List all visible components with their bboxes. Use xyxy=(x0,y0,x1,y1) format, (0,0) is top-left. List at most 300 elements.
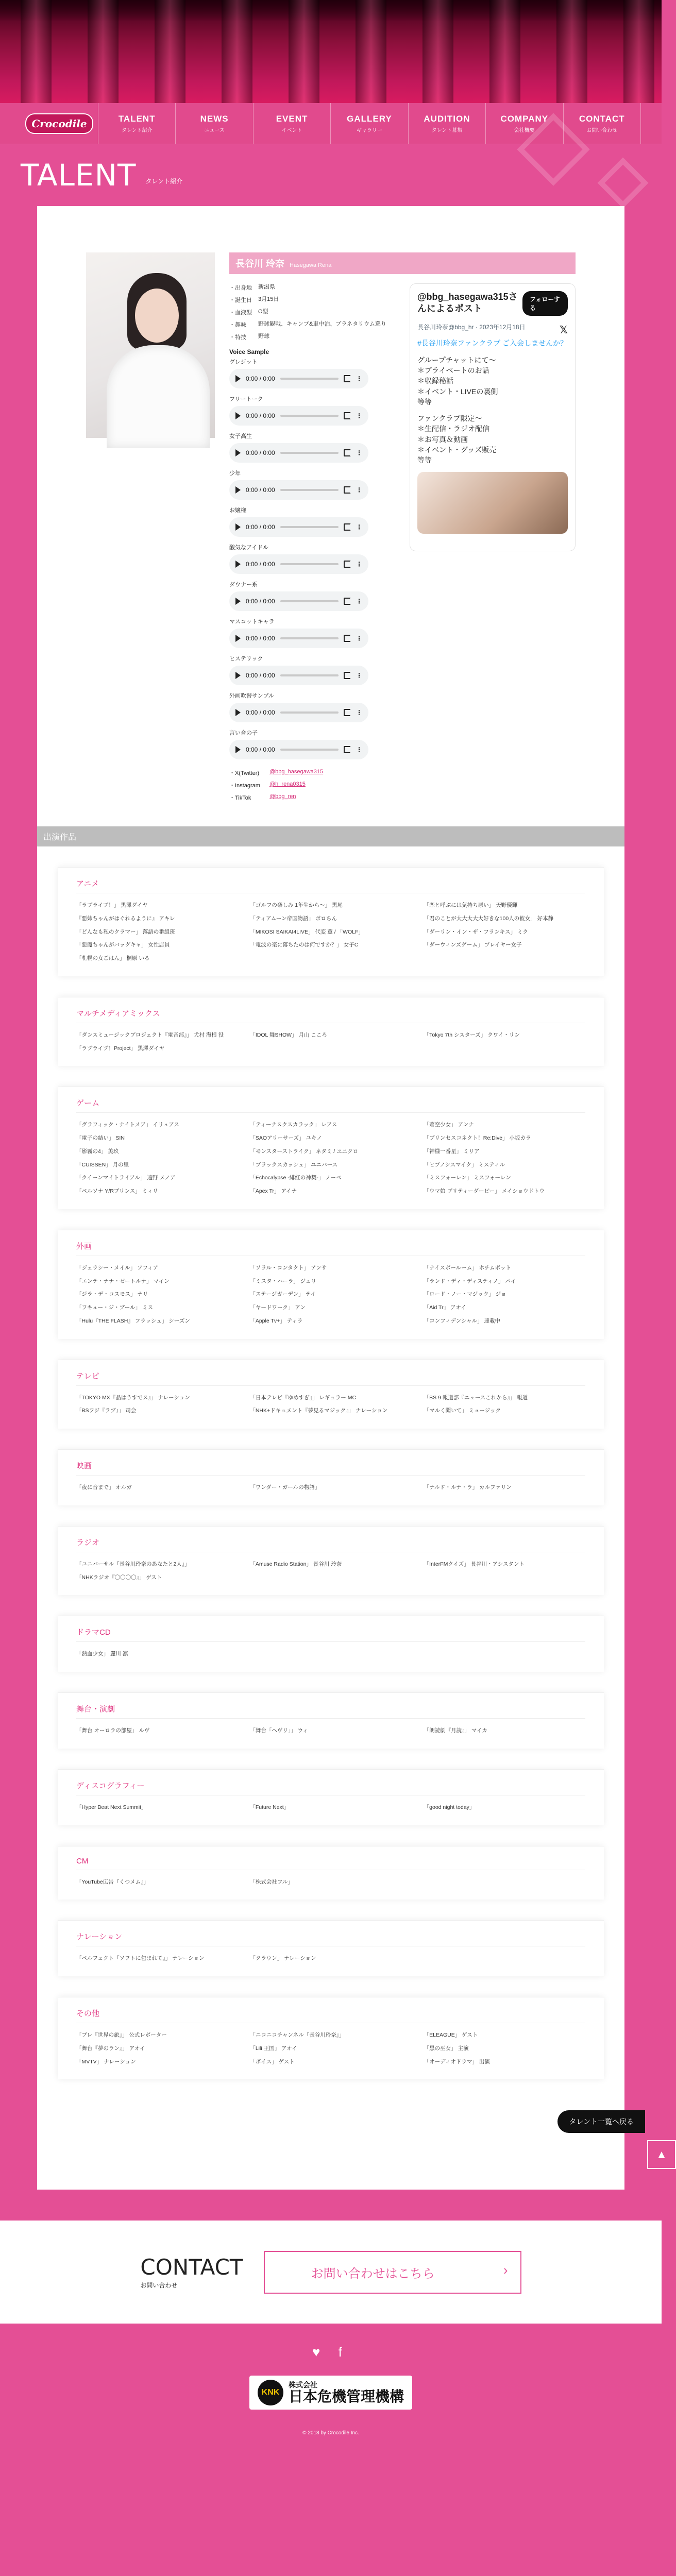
work-item: 「ロード・ノー・マジック」 ジョ xyxy=(424,1291,506,1298)
audio-player[interactable] xyxy=(229,480,368,500)
sns-link[interactable]: @h_rena0315 xyxy=(269,781,306,787)
work-item: 「舞台「ヘヴリ」」 ウィ xyxy=(250,1727,308,1734)
nav-item-talent[interactable] xyxy=(98,103,175,144)
progress-bar[interactable] xyxy=(280,415,339,417)
work-item: 「黒の巫女」 主演 xyxy=(424,2045,469,2052)
talent-name-bar xyxy=(229,252,576,274)
works-category-title: アニメ xyxy=(76,878,585,893)
works-category xyxy=(37,1087,624,1209)
work-item: 「Amuse Radio Station」 長谷川 玲奈 xyxy=(250,1561,342,1567)
sns-name: ・ Instagram xyxy=(229,781,269,789)
progress-bar[interactable] xyxy=(280,600,339,602)
voice-label: マスコットキャラ xyxy=(229,619,275,625)
work-item: 「ブリンセスコネクト！Re:Dive」 小坂カラ xyxy=(424,1135,531,1141)
work-item: 「MVTV」 ナレーション xyxy=(76,2058,136,2065)
play-icon[interactable] xyxy=(235,375,241,382)
work-item: 「Apex Tr」 アイナ xyxy=(250,1188,297,1194)
work-item: 「蒼空少女」 アンナ xyxy=(424,1122,474,1128)
work-item: 「ワンダー・ガールの物語」 xyxy=(250,1484,320,1490)
work-item: 「ラブライブ！Project」 黒澤ダイヤ xyxy=(76,1045,165,1052)
work-item: 「マルく聞いて」 ミュージック xyxy=(424,1408,501,1414)
nav-sublabel: ニュース xyxy=(204,127,225,133)
progress-bar[interactable] xyxy=(280,452,339,454)
work-item: 「Apple Tv+」 ティラ xyxy=(250,1317,303,1324)
more-icon[interactable]: ⋮ xyxy=(356,598,362,605)
works-category xyxy=(37,1360,624,1429)
work-item: 「SAOアリーサーズ」 ユキノ xyxy=(250,1135,322,1141)
voice-sample xyxy=(229,432,394,463)
work-item: 「Future Next」 xyxy=(250,1804,290,1810)
audio-player[interactable] xyxy=(229,406,368,426)
nav-label: AUDITION xyxy=(424,113,470,124)
detail-value: 新潟県 xyxy=(258,284,275,290)
tweet-text-2: グループチャットにて〜 ＊プライベートのお話 ＊収録秘話 ＊イベント・LIVEの裏側 等等 xyxy=(417,355,498,406)
work-item: 「CUISSEN」 月の里 xyxy=(76,1161,129,1168)
work-item: 『悪姉ちゃんがはぐれるように』 アキレ xyxy=(76,915,175,922)
company-banner[interactable]: KNK 株式会社 日本危機管理機構 xyxy=(249,2376,412,2410)
voice-label: フリートーク xyxy=(229,396,263,402)
work-item: 「ナルド・ルナ・ラ」 カルファリン xyxy=(424,1484,512,1490)
detail-key: ・ 誕生日 xyxy=(229,296,258,304)
play-icon[interactable] xyxy=(235,598,241,605)
work-item: 「InterFMクイズ」 長谷川・アシスタント xyxy=(424,1561,525,1567)
works-category-title: マルチメディアミックス xyxy=(76,1008,585,1023)
footer xyxy=(0,2324,662,2451)
work-item: 「夜に音まで」 オルガ xyxy=(76,1484,132,1490)
works-grid xyxy=(76,2031,585,2066)
progress-bar[interactable] xyxy=(280,674,339,676)
audio-player[interactable] xyxy=(229,666,368,685)
play-icon[interactable] xyxy=(235,746,241,753)
volume-icon[interactable] xyxy=(344,746,351,753)
voice-sample xyxy=(229,395,394,426)
works-grid xyxy=(76,1031,585,1053)
nav-label: EVENT xyxy=(276,113,308,124)
progress-bar[interactable] xyxy=(280,489,339,491)
work-item: 「ヤードワーク」 アン xyxy=(250,1304,306,1311)
work-item: 「ステージガーデン」 テイ xyxy=(250,1291,316,1298)
audio-player[interactable] xyxy=(229,629,368,648)
work-item: 「ヒプノシスマイク」 ミスティル xyxy=(424,1161,505,1168)
works-grid xyxy=(76,1484,585,1492)
work-item: 「舞台『夢のラン』」 アオイ xyxy=(76,2045,145,2052)
player-time: 0:00 / 0:00 xyxy=(246,486,275,494)
sns-name: ・ X(Twitter) xyxy=(229,769,269,777)
work-item: 「ペルフェクト『ソフトに包まれて』」 ナレーション xyxy=(76,1955,205,1962)
works-grid xyxy=(76,1121,585,1196)
voice-sample xyxy=(229,580,394,611)
works-card xyxy=(58,1087,604,1209)
work-item: 「電波の楽に落ちたのは何ですか？」 女子C xyxy=(250,942,359,948)
talent-roman: Hasegawa Rena xyxy=(290,262,332,268)
work-item: 「ラブライブ！」 黒澤ダイヤ xyxy=(76,902,148,908)
more-icon[interactable]: ⋮ xyxy=(356,672,362,679)
work-item: 「YouTube広告『くつメム』」 xyxy=(76,1878,149,1885)
player-time: 0:00 / 0:00 xyxy=(246,598,275,605)
work-item: 「君のことが大大大大大好きな100人の彼女」 好本静 xyxy=(424,915,554,922)
works-card xyxy=(58,1360,604,1429)
page-top-button[interactable]: ▲ xyxy=(647,2140,676,2169)
voice-sample xyxy=(229,617,394,648)
work-item: 「株式会社フル」 xyxy=(250,1878,293,1885)
work-item: 「札幌の女ごはん」 桐原 いる xyxy=(76,955,150,961)
more-icon[interactable]: ⋮ xyxy=(356,523,362,531)
play-icon[interactable] xyxy=(235,412,241,419)
work-item: 「ブレ『世界の旅』」 公式レポーター xyxy=(76,2032,167,2038)
player-time: 0:00 / 0:00 xyxy=(246,672,275,679)
talent-photo xyxy=(86,252,215,438)
works-grid xyxy=(76,1804,585,1812)
more-icon[interactable]: ⋮ xyxy=(356,635,362,642)
works-category-title: ドラマCD xyxy=(76,1626,585,1642)
work-item: 「TOKYO MX『品はうすでス』」 ナレーション xyxy=(76,1394,190,1401)
detail-value: 3月15日 xyxy=(258,296,279,302)
detail-row xyxy=(229,320,394,329)
work-item: 「good night today」 xyxy=(424,1804,475,1810)
works-card xyxy=(58,1997,604,2079)
works-category-title: その他 xyxy=(76,2008,585,2023)
page-header xyxy=(0,144,662,206)
profile-details xyxy=(229,283,394,341)
player-time: 0:00 / 0:00 xyxy=(246,709,275,716)
work-item: 「エンテ・ナナ・ゼートルナ」 マイン xyxy=(76,1278,170,1284)
work-item: 「Aid Tr」 アオイ xyxy=(424,1304,466,1311)
work-item: 「BS 9 報道部『ニュースこれから』」 報道 xyxy=(424,1394,528,1401)
nav-label: COMPANY xyxy=(500,113,549,124)
audio-player[interactable] xyxy=(229,740,368,759)
nav-item-news[interactable] xyxy=(175,103,252,144)
work-item: 「ニコニコチャンネル『長谷川玲奈』」 xyxy=(250,2032,345,2038)
sns-link[interactable]: @bbg_ren xyxy=(269,793,296,800)
sns-row xyxy=(229,793,394,802)
curtain-banner xyxy=(0,0,662,103)
work-item: 「ELEAGUE」 ゲスト xyxy=(424,2032,478,2038)
voice-sample xyxy=(229,506,394,537)
works-heading: 出演作品 xyxy=(37,826,624,846)
nav-label: GALLERY xyxy=(347,113,392,124)
volume-icon[interactable] xyxy=(344,375,351,382)
works-category xyxy=(37,1769,624,1825)
detail-row xyxy=(229,333,394,341)
more-icon[interactable]: ⋮ xyxy=(356,486,362,494)
work-item: 「ウマ娘 プリティーダービー」 メイショウドトウ xyxy=(424,1188,545,1194)
work-item: 「ユニバーサル『長谷川玲奈のあなたと2人』」 xyxy=(76,1561,190,1567)
work-item: 「ミスフォーレン」 ミスフォーレン xyxy=(424,1175,511,1181)
works-category-title: ディスコグラフィー xyxy=(76,1780,585,1795)
x-logo-icon: 𝕏 xyxy=(559,325,568,336)
progress-bar[interactable] xyxy=(280,637,339,639)
sns-row xyxy=(229,781,394,789)
nav-item-event[interactable] xyxy=(253,103,330,144)
detail-key: ・ 特技 xyxy=(229,333,258,341)
play-icon[interactable] xyxy=(235,486,241,494)
works-category-title: 映画 xyxy=(76,1460,585,1476)
works-card xyxy=(58,1920,604,1976)
work-item: 「モンスターストライク」 ネタミ / ユニクロ xyxy=(250,1148,359,1155)
volume-icon[interactable] xyxy=(344,486,351,494)
detail-value: O型 xyxy=(258,309,268,315)
volume-icon[interactable] xyxy=(344,598,351,605)
more-icon[interactable]: ⋮ xyxy=(356,449,362,456)
detail-key: ・ 出身地 xyxy=(229,283,258,292)
work-item: 「ソラル・コンタクト」 アンサ xyxy=(250,1264,327,1271)
audio-player[interactable] xyxy=(229,517,368,537)
works-card xyxy=(58,1692,604,1749)
voice-label: 言い合の子 xyxy=(229,730,258,736)
play-icon[interactable] xyxy=(235,672,241,679)
voice-sample xyxy=(229,543,394,574)
work-item: 「ティアムーン帝国物語」 ボロちん xyxy=(250,915,337,922)
detail-value: 野球 xyxy=(258,333,269,340)
tweet-meta: 長谷川玲奈@bbg_hr · 2023年12月18日 xyxy=(417,324,526,331)
volume-icon[interactable] xyxy=(344,709,351,716)
detail-row xyxy=(229,283,394,292)
play-icon[interactable] xyxy=(235,561,241,568)
work-item: 「悪魔ちゃんがバッグキャ」 女性店員 xyxy=(76,942,170,948)
arrow-right-icon: › xyxy=(503,2262,508,2278)
works-category-title: ゲーム xyxy=(76,1097,585,1113)
works-card xyxy=(58,1230,604,1339)
copyright: © 2018 by Crocodile Inc. xyxy=(302,2430,359,2436)
work-item: 「クイーンマイトライアル」 遠野 メノア xyxy=(76,1175,176,1181)
more-icon[interactable]: ⋮ xyxy=(356,709,362,716)
works-category xyxy=(37,1526,624,1596)
works-card xyxy=(58,997,604,1066)
works-category xyxy=(37,1997,624,2079)
page-subtitle: タレント紹介 xyxy=(145,177,183,185)
work-item: 「ランド・ディ・ディスティノ」 パイ xyxy=(424,1278,516,1284)
work-item: 「ペルソナ Y/Rプリンス」 ミィリ xyxy=(76,1188,158,1194)
nav-sublabel: ギャラリー xyxy=(356,127,382,133)
works-category xyxy=(37,1692,624,1749)
works-category xyxy=(37,1846,624,1900)
work-item: 「ティーナスクスカラック」 レアス xyxy=(250,1122,337,1128)
work-item: 「ミスタ・ハーラ」 ジュリ xyxy=(250,1278,317,1284)
work-item: 「NHK+ドキュメント『夢見るマジック』」 ナレーション xyxy=(250,1408,388,1414)
detail-key: ・ 血液型 xyxy=(229,308,258,316)
volume-icon[interactable] xyxy=(344,672,351,679)
work-item: 「ジェラシー・メイル」 ソフィア xyxy=(76,1264,159,1271)
audio-player[interactable] xyxy=(229,369,368,388)
audio-player[interactable] xyxy=(229,703,368,722)
player-time: 0:00 / 0:00 xyxy=(246,375,275,382)
volume-icon[interactable] xyxy=(344,635,351,642)
work-item: 「MIKOSI SAIKAI4LIVE」 代変 薫 / 「WOLF」 xyxy=(250,928,364,935)
detail-row xyxy=(229,308,394,316)
voice-sample-list xyxy=(229,358,394,759)
nav-sublabel: タレント紹介 xyxy=(121,127,153,133)
contact-button[interactable]: お問い合わせはこちら › xyxy=(264,2251,521,2294)
work-item: 「ダーウィンズゲーム」 プレイヤー女子 xyxy=(424,942,522,948)
works-card xyxy=(58,1526,604,1596)
work-item: 「フキュー・ジ・ブール」 ミス xyxy=(76,1304,153,1311)
works-grid xyxy=(76,1561,585,1582)
detail-row xyxy=(229,296,394,304)
works-grid xyxy=(76,1650,585,1658)
detail-key: ・ 趣味 xyxy=(229,320,258,329)
follow-button[interactable]: フォローする xyxy=(522,291,568,316)
works-grid xyxy=(76,1264,585,1326)
work-item: 「クラウン」 ナレーション xyxy=(250,1955,316,1962)
tweet-title: @bbg_hasegawa315さんによるポスト xyxy=(417,292,518,314)
voice-sample xyxy=(229,691,394,722)
play-icon[interactable] xyxy=(235,449,241,456)
voice-label: グレジット xyxy=(229,359,258,365)
works-card xyxy=(58,867,604,976)
works-category xyxy=(37,997,624,1066)
progress-bar[interactable] xyxy=(280,563,339,565)
voice-label: 少年 xyxy=(229,470,241,477)
work-item: 「ナイスボールーム」 ホチムボット xyxy=(424,1264,511,1271)
work-item: 「影霧の4」 美玖 xyxy=(76,1148,119,1155)
player-time: 0:00 / 0:00 xyxy=(246,412,275,419)
voice-sample-title: Voice Sample xyxy=(229,348,269,355)
voice-label: お嬢様 xyxy=(229,507,246,514)
work-item: 「グラフィック・ナイトメア」 イリュアス xyxy=(76,1122,180,1128)
back-to-list-button[interactable]: タレント一覧へ戻る xyxy=(557,2110,645,2133)
work-item: 「ブラックスカッシュ」 ユニバース xyxy=(250,1161,338,1168)
nav-sublabel: 会社概要 xyxy=(514,127,535,133)
works-card xyxy=(58,1449,604,1505)
volume-icon[interactable] xyxy=(344,523,351,531)
work-item: 「オーディオドラマ」 出演 xyxy=(424,2058,490,2065)
work-item: 「NHKラジオ『〇〇〇〇』」 ゲスト xyxy=(76,1574,162,1581)
nav-sublabel: お問い合わせ xyxy=(586,127,618,133)
work-item: 「神様一番星」 ミリア xyxy=(424,1148,480,1155)
works-list xyxy=(76,867,576,2079)
company-mark-icon: KNK xyxy=(258,2380,283,2405)
work-item: 「ジラ・デ・コスモス」 ナリ xyxy=(76,1291,148,1298)
progress-bar[interactable] xyxy=(280,749,339,751)
contact-section xyxy=(0,2221,662,2324)
work-item: 「ダーリン・イン・ザ・フランキス」 ミク xyxy=(424,928,528,935)
more-icon[interactable]: ⋮ xyxy=(356,746,362,753)
tweet-text-3: ファンクラブ限定〜 ＊生配信・ラジオ配信 ＊お写真＆動画 ＊イベント・グッズ販売 等等 xyxy=(417,414,497,465)
works-category-title: ナレーション xyxy=(76,1931,585,1946)
talent-name: 長谷川 玲奈 xyxy=(235,259,285,269)
player-time: 0:00 / 0:00 xyxy=(246,635,275,642)
voice-label: ヒステリック xyxy=(229,656,263,662)
audio-player[interactable] xyxy=(229,591,368,611)
sns-list xyxy=(229,769,394,802)
works-grid xyxy=(76,1394,585,1416)
work-item: 「Hulu『THE FLASH』 フラッシュ」 シーズン xyxy=(76,1317,190,1324)
works-category xyxy=(37,867,624,976)
works-category-title: テレビ xyxy=(76,1370,585,1386)
work-item: 「ダンスミュージックプロジェクト『電音部』」 犬村 海根 役 xyxy=(76,1031,224,1038)
nav-item-audition[interactable] xyxy=(408,103,485,144)
works-category-title: 外画 xyxy=(76,1241,585,1256)
work-item: 「IDOL 舞SHOW」 月山 こころ xyxy=(250,1031,327,1038)
play-icon[interactable] xyxy=(235,635,241,642)
works-grid xyxy=(76,1955,585,1963)
voice-label: 外画吹替サンプル xyxy=(229,693,275,699)
voice-label: ダウナー系 xyxy=(229,582,258,588)
sns-link[interactable]: @bbg_hasegawa315 xyxy=(269,769,324,775)
progress-bar[interactable] xyxy=(280,526,339,528)
play-icon[interactable] xyxy=(235,709,241,716)
work-item: 「Hyper Beat Next Summit」 xyxy=(76,1804,147,1810)
work-item: 「ゴルフの楽しみ 1年生から〜」 黒尾 xyxy=(250,902,343,908)
works-category xyxy=(37,1230,624,1339)
works-category xyxy=(37,1920,624,1976)
nav-label: TALENT xyxy=(118,113,156,124)
tweet-text-1: #長谷川玲奈ファンクラブ ご入会しませんか？ xyxy=(417,339,568,348)
works-category xyxy=(37,1449,624,1505)
voice-sample xyxy=(229,728,394,759)
more-icon[interactable]: ⋮ xyxy=(356,561,362,568)
work-item: 「ボイス」 ゲスト xyxy=(250,2058,295,2065)
voice-label: 酸気なアイドル xyxy=(229,545,269,551)
voice-sample xyxy=(229,469,394,500)
progress-bar[interactable] xyxy=(280,378,339,380)
sns-row xyxy=(229,769,394,777)
nav-item-gallery[interactable] xyxy=(330,103,408,144)
work-item: 「コンフィデンシャル」 連載中 xyxy=(424,1317,501,1324)
work-item: 「舞台 オーロラの部屋」 ルヴ xyxy=(76,1727,150,1734)
audio-player[interactable] xyxy=(229,554,368,574)
work-item: 「Lili 王国」 アオイ xyxy=(250,2045,297,2052)
work-item: 「日本テレビ『ゆめすぎ』」 レギュラー MC xyxy=(250,1394,357,1401)
work-item: 「恋と呼ぶには気持ち悪い」 天野優輝 xyxy=(424,902,518,908)
sns-name: ・ TikTok xyxy=(229,793,269,802)
volume-icon[interactable] xyxy=(344,561,351,568)
player-time: 0:00 / 0:00 xyxy=(246,449,275,456)
nav-label: NEWS xyxy=(200,113,229,124)
work-item: 「電子の結い」 SIN xyxy=(76,1135,125,1141)
more-icon[interactable]: ⋮ xyxy=(356,375,362,382)
social-icons[interactable]: ♥ f xyxy=(312,2344,349,2360)
nav-label: CONTACT xyxy=(579,113,625,124)
audio-player[interactable] xyxy=(229,443,368,463)
embedded-tweet xyxy=(410,283,576,551)
progress-bar[interactable] xyxy=(280,711,339,714)
work-item: 「BSフジ『ラブ』」 司会 xyxy=(76,1408,137,1414)
voice-label: 女子高生 xyxy=(229,433,252,439)
nav-sublabel: タレント募集 xyxy=(431,127,463,133)
volume-icon[interactable] xyxy=(344,449,351,456)
work-item: 「Echocalypse -緋紅の神契-」 ノーベ xyxy=(250,1175,342,1181)
tweet-image[interactable] xyxy=(417,472,568,534)
page-title: TALENT xyxy=(21,158,137,193)
volume-icon[interactable] xyxy=(344,412,351,419)
work-item: 「どんなも私のクラマー」 落語の番組班 xyxy=(76,928,175,935)
player-time: 0:00 / 0:00 xyxy=(246,561,275,568)
works-category-title: 舞台・演劇 xyxy=(76,1703,585,1719)
play-icon[interactable] xyxy=(235,523,241,531)
voice-sample xyxy=(229,358,394,388)
works-card xyxy=(58,1769,604,1825)
work-item: 「熱血少女」 麗川 凛 xyxy=(76,1651,128,1657)
works-card xyxy=(58,1846,604,1900)
works-grid xyxy=(76,1878,585,1887)
work-item: 「Tokyo 7th シスターズ」 クワイ・リン xyxy=(424,1031,520,1038)
player-time: 0:00 / 0:00 xyxy=(246,523,275,531)
talent-detail xyxy=(37,206,667,2190)
works-category-title: CM xyxy=(76,1857,585,1870)
nav-sublabel: イベント xyxy=(281,127,302,133)
site-logo[interactable]: Crocodile xyxy=(21,103,98,144)
more-icon[interactable]: ⋮ xyxy=(356,412,362,419)
works-card xyxy=(58,1616,604,1672)
works-grid xyxy=(76,1727,585,1735)
detail-value: 野球観戦、キャンプ&車中泊、プラネタリウム巡り xyxy=(258,321,386,327)
contact-title: CONTACT お問い合わせ xyxy=(140,2255,243,2290)
works-grid xyxy=(76,902,585,963)
player-time: 0:00 / 0:00 xyxy=(246,746,275,753)
works-category-title: ラジオ xyxy=(76,1537,585,1552)
voice-sample xyxy=(229,654,394,685)
